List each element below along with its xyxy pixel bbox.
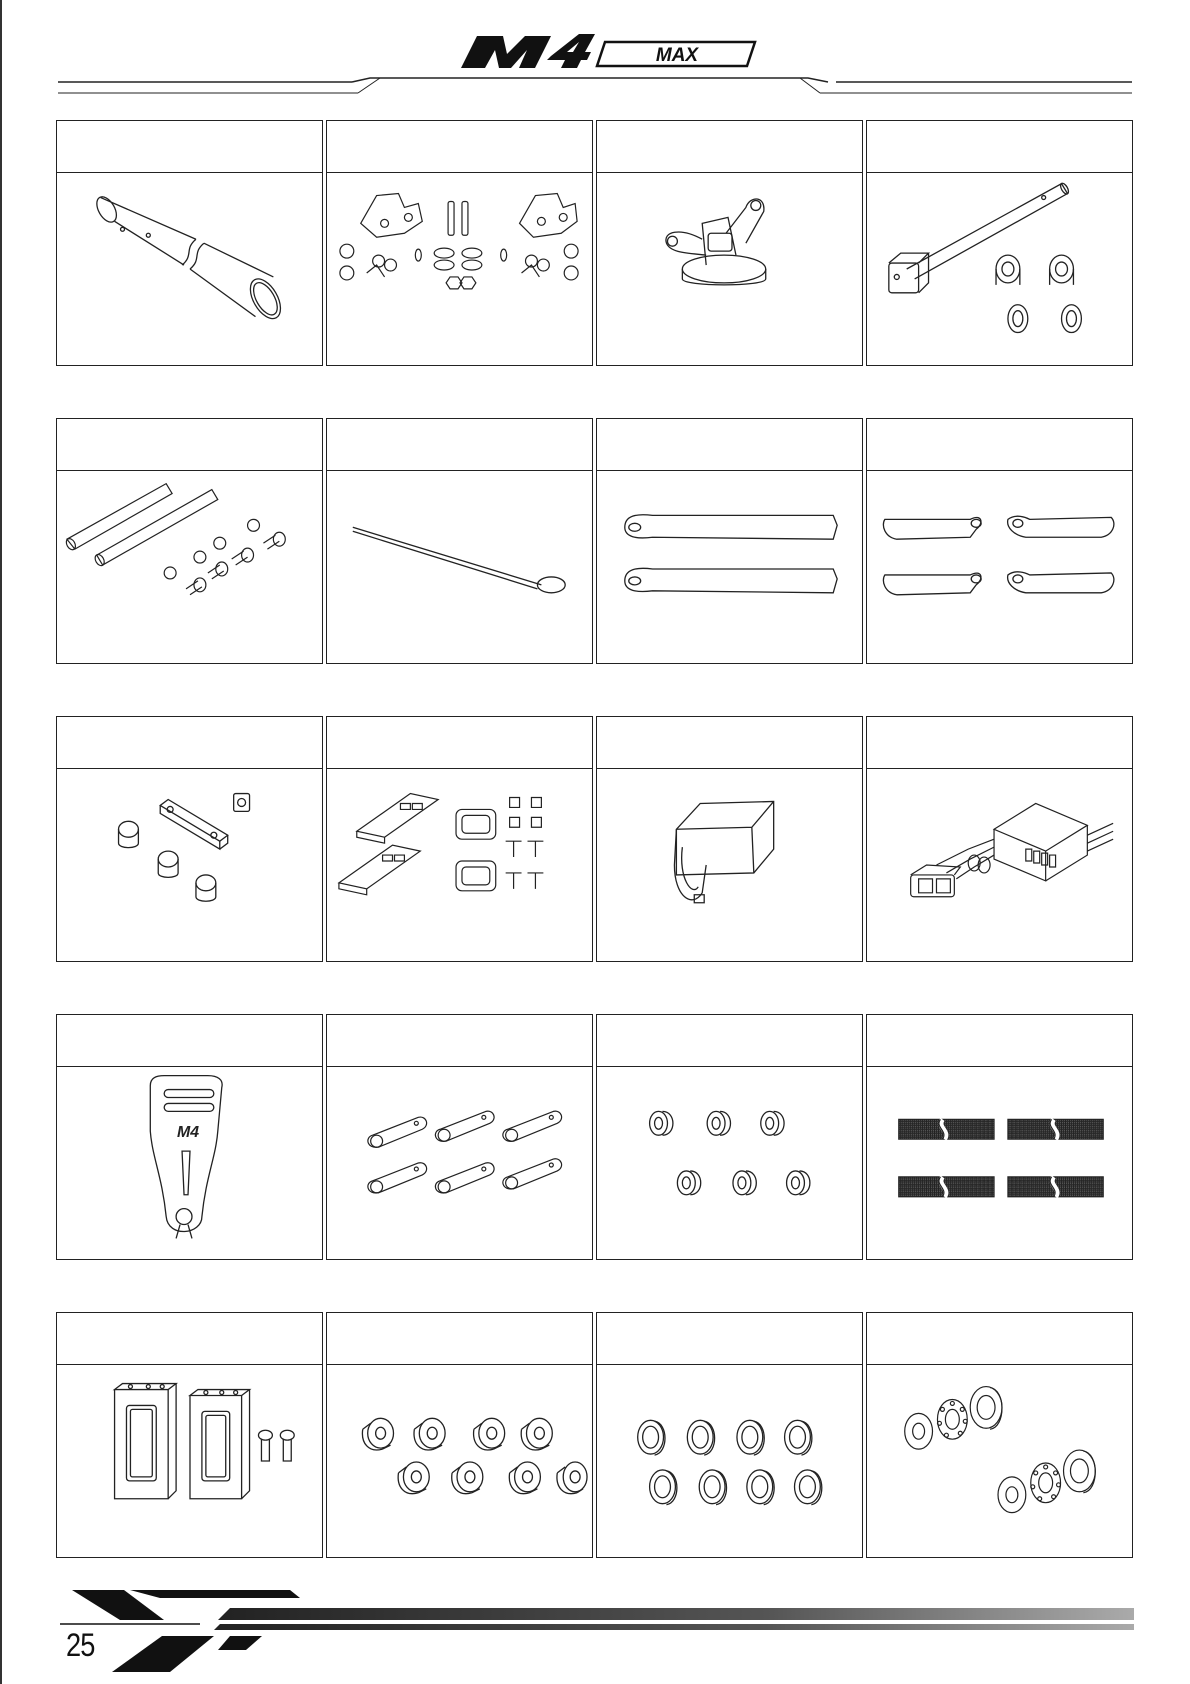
part-label xyxy=(57,419,322,471)
part-cell-wrench xyxy=(56,1014,323,1260)
svg-text:M4: M4 xyxy=(176,1124,200,1142)
part-cell-grips xyxy=(326,120,593,366)
part-label xyxy=(597,1313,862,1365)
servo-horns-icon xyxy=(327,1067,592,1259)
part-label xyxy=(867,717,1132,769)
part-cell-shaft xyxy=(866,120,1133,366)
part-label xyxy=(57,717,322,769)
part-label xyxy=(597,717,862,769)
part-label xyxy=(867,1015,1132,1067)
part-cell-tube xyxy=(56,120,323,366)
pushrod-wire-icon xyxy=(327,471,592,663)
part-cell-plate xyxy=(56,716,323,962)
esc-icon xyxy=(867,769,1132,961)
part-label xyxy=(597,1015,862,1067)
part-label xyxy=(597,121,862,173)
part-label xyxy=(327,419,592,471)
part-cell-rods xyxy=(56,418,323,664)
svg-text:MAX: MAX xyxy=(655,45,699,66)
parts-row-1 xyxy=(56,120,1134,368)
part-cell-tailblades xyxy=(866,418,1133,664)
part-cell-tapes xyxy=(866,1014,1133,1260)
part-label xyxy=(327,717,592,769)
part-cell-blocks xyxy=(56,1312,323,1558)
thrust-bearing-icon xyxy=(867,1365,1132,1557)
washers-icon xyxy=(597,1365,862,1557)
mount-plate-icon xyxy=(57,769,322,961)
parts-row-4 xyxy=(56,1014,1134,1262)
part-cell-servo xyxy=(596,716,863,962)
swashplate-icon xyxy=(597,173,862,365)
part-cell-thrust xyxy=(866,1312,1133,1558)
part-cell-washers xyxy=(596,1312,863,1558)
part-cell-horns xyxy=(326,1014,593,1260)
tail-blades-icon xyxy=(867,471,1132,663)
part-cell-trays xyxy=(326,716,593,962)
part-cell-wire xyxy=(326,418,593,664)
part-label xyxy=(867,121,1132,173)
servo-icon xyxy=(597,769,862,961)
battery-tray-icon xyxy=(327,769,592,961)
part-label xyxy=(867,1313,1132,1365)
part-label xyxy=(867,419,1132,471)
part-label xyxy=(57,1015,322,1067)
main-blades-icon xyxy=(597,471,862,663)
part-label xyxy=(597,419,862,471)
page-header xyxy=(0,0,1190,100)
part-label xyxy=(57,1313,322,1365)
footer-swoosh xyxy=(0,1580,1190,1684)
parts-row-3 xyxy=(56,716,1134,964)
main-shaft-icon xyxy=(867,173,1132,365)
servo-mount-blocks-icon xyxy=(57,1365,322,1557)
parts-row-5 xyxy=(56,1312,1134,1560)
part-cell-esc xyxy=(866,716,1133,962)
m4-max-logo xyxy=(455,28,775,79)
part-label xyxy=(327,121,592,173)
rubber-grommets-icon xyxy=(597,1067,862,1259)
velcro-tape-icon xyxy=(867,1067,1132,1259)
bushings-icon xyxy=(327,1365,592,1557)
part-cell-mainblades xyxy=(596,418,863,664)
page-number: 25 xyxy=(66,1627,95,1663)
part-cell-grommets xyxy=(596,1014,863,1260)
part-cell-bushings xyxy=(326,1312,593,1558)
part-label xyxy=(57,121,322,173)
support-rods-icon xyxy=(57,471,322,663)
parts-row-2 xyxy=(56,418,1134,666)
part-label xyxy=(327,1313,592,1365)
m4-wrench-icon xyxy=(57,1067,322,1259)
tail-boom-tube-icon xyxy=(57,173,322,365)
part-cell-swash xyxy=(596,120,863,366)
blade-grip-set-icon xyxy=(327,173,592,365)
page-footer xyxy=(0,1580,1190,1684)
part-label xyxy=(327,1015,592,1067)
